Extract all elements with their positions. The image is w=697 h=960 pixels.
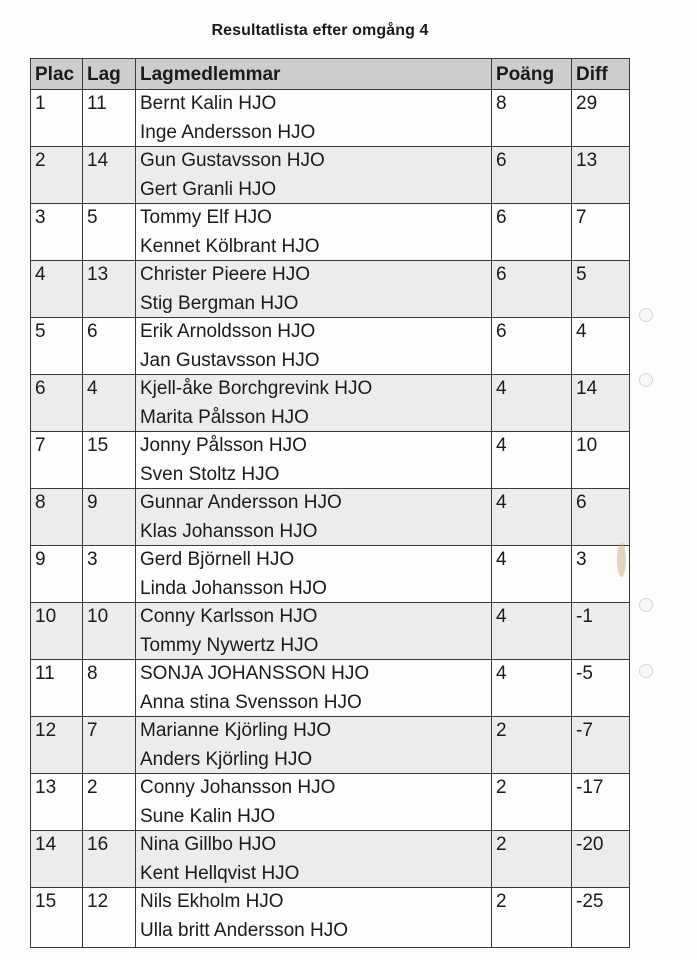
cell-lag: 3 <box>83 546 136 603</box>
table-row <box>31 375 630 432</box>
cell-points: 2 <box>492 888 572 948</box>
cell-diff: -17 <box>572 774 630 831</box>
cell-lag: 11 <box>83 90 136 147</box>
table-row <box>31 147 630 204</box>
header-lag: Lag <box>83 59 136 90</box>
cell-plac: 1 <box>31 90 83 147</box>
cell-plac: 13 <box>31 774 83 831</box>
cell-members <box>136 660 492 717</box>
cell-members <box>136 888 492 948</box>
results-body <box>31 90 630 948</box>
cell-plac: 11 <box>31 660 83 717</box>
header-row <box>31 59 630 90</box>
cell-points: 6 <box>492 204 572 261</box>
member-name: Gun Gustavsson HJO <box>140 150 325 171</box>
cell-lag: 8 <box>83 660 136 717</box>
cell-members <box>136 90 492 147</box>
cell-diff: -1 <box>572 603 630 660</box>
cell-lag: 14 <box>83 147 136 204</box>
member-name: Kennet Kölbrant HJO <box>140 235 320 257</box>
header-members: Lagmedlemmar <box>136 59 492 90</box>
cell-plac: 10 <box>31 603 83 660</box>
cell-plac: 4 <box>31 261 83 318</box>
member-name: Linda Johansson HJO <box>140 577 327 599</box>
member-name: Anders Kjörling HJO <box>140 748 313 770</box>
member-name: Nils Ekholm HJO <box>140 891 284 912</box>
cell-points: 2 <box>492 831 572 888</box>
cell-diff: 7 <box>572 204 630 261</box>
cell-diff: -25 <box>572 888 630 948</box>
cell-points: 4 <box>492 375 572 432</box>
cell-points: 4 <box>492 489 572 546</box>
cell-lag: 7 <box>83 717 136 774</box>
punch-hole <box>639 664 653 678</box>
cell-lag: 2 <box>83 774 136 831</box>
cell-members <box>136 774 492 831</box>
cell-diff: 10 <box>572 432 630 489</box>
table-row <box>31 888 630 948</box>
table-row <box>31 717 630 774</box>
member-name: Inge Andersson HJO <box>140 121 316 143</box>
cell-members <box>136 489 492 546</box>
member-name: Kjell-åke Borchgrevink HJO <box>140 378 373 399</box>
member-name: Erik Arnoldsson HJO <box>140 321 316 342</box>
member-name: Klas Johansson HJO <box>140 520 318 542</box>
cell-points: 6 <box>492 318 572 375</box>
cell-plac: 8 <box>31 489 83 546</box>
member-name: Bernt Kalin HJO <box>140 93 277 114</box>
cell-plac: 5 <box>31 318 83 375</box>
cell-diff: 29 <box>572 90 630 147</box>
cell-lag: 16 <box>83 831 136 888</box>
cell-lag: 9 <box>83 489 136 546</box>
member-name: Ulla britt Andersson HJO <box>140 919 349 941</box>
page-title: Resultatlista efter omgång 4 <box>211 22 429 39</box>
table-row <box>31 90 630 147</box>
cell-diff: 3 <box>572 546 630 603</box>
cell-points: 8 <box>492 90 572 147</box>
member-name: SONJA JOHANSSON HJO <box>140 663 370 684</box>
member-name: Gert Granli HJO <box>140 178 277 200</box>
cell-plac: 15 <box>31 888 83 948</box>
member-name: Conny Johansson HJO <box>140 777 336 798</box>
cell-members <box>136 318 492 375</box>
cell-plac: 14 <box>31 831 83 888</box>
cell-diff: 4 <box>572 318 630 375</box>
table-row <box>31 432 630 489</box>
cell-lag: 10 <box>83 603 136 660</box>
member-name: Conny Karlsson HJO <box>140 606 318 627</box>
cell-members <box>136 717 492 774</box>
table-row <box>31 831 630 888</box>
cell-members <box>136 831 492 888</box>
cell-members <box>136 603 492 660</box>
table-row <box>31 603 630 660</box>
member-name: Sven Stoltz HJO <box>140 463 280 485</box>
table-row <box>31 546 630 603</box>
cell-members <box>136 261 492 318</box>
cell-plac: 9 <box>31 546 83 603</box>
cell-members <box>136 546 492 603</box>
cell-members <box>136 204 492 261</box>
member-name: Gerd Björnell HJO <box>140 549 295 570</box>
cell-points: 6 <box>492 147 572 204</box>
cell-lag: 5 <box>83 204 136 261</box>
punch-hole <box>639 373 653 387</box>
punch-hole <box>639 598 653 612</box>
cell-points: 4 <box>492 432 572 489</box>
member-name: Marita Pålsson HJO <box>140 406 309 428</box>
cell-plac: 12 <box>31 717 83 774</box>
header-diff: Diff <box>572 59 630 90</box>
results-table <box>30 58 630 948</box>
member-name: Stig Bergman HJO <box>140 292 299 314</box>
cell-plac: 7 <box>31 432 83 489</box>
cell-diff: 13 <box>572 147 630 204</box>
cell-diff: -20 <box>572 831 630 888</box>
member-name: Christer Pieere HJO <box>140 264 310 285</box>
cell-points: 2 <box>492 774 572 831</box>
member-name: Anna stina Svensson HJO <box>140 691 362 713</box>
header-points: Poäng <box>492 59 572 90</box>
cell-points: 6 <box>492 261 572 318</box>
header-plac: Plac <box>31 59 83 90</box>
cell-members <box>136 432 492 489</box>
member-name: Sune Kalin HJO <box>140 805 276 827</box>
member-name: Marianne Kjörling HJO <box>140 720 332 741</box>
paper-stain <box>617 543 626 577</box>
cell-lag: 4 <box>83 375 136 432</box>
member-name: Jan Gustavsson HJO <box>140 349 320 371</box>
member-name: Nina Gillbo HJO <box>140 834 277 855</box>
cell-members <box>136 375 492 432</box>
punch-hole <box>639 308 653 322</box>
member-name: Jonny Pålsson HJO <box>140 435 307 456</box>
cell-lag: 13 <box>83 261 136 318</box>
table-row <box>31 318 630 375</box>
member-name: Kent Hellqvist HJO <box>140 862 300 884</box>
cell-points: 4 <box>492 546 572 603</box>
cell-members <box>136 147 492 204</box>
cell-diff: 5 <box>572 261 630 318</box>
table-row <box>31 660 630 717</box>
member-name: Tommy Nywertz HJO <box>140 634 319 656</box>
table-row <box>31 489 630 546</box>
cell-diff: -5 <box>572 660 630 717</box>
cell-lag: 6 <box>83 318 136 375</box>
cell-plac: 3 <box>31 204 83 261</box>
cell-diff: -7 <box>572 717 630 774</box>
cell-lag: 15 <box>83 432 136 489</box>
cell-points: 4 <box>492 660 572 717</box>
cell-plac: 6 <box>31 375 83 432</box>
cell-diff: 6 <box>572 489 630 546</box>
cell-points: 2 <box>492 717 572 774</box>
cell-plac: 2 <box>31 147 83 204</box>
cell-diff: 14 <box>572 375 630 432</box>
table-row <box>31 204 630 261</box>
member-name: Gunnar Andersson HJO <box>140 492 342 513</box>
member-name: Tommy Elf HJO <box>140 207 272 228</box>
table-row <box>31 261 630 318</box>
table-row <box>31 774 630 831</box>
cell-points: 4 <box>492 603 572 660</box>
cell-lag: 12 <box>83 888 136 948</box>
